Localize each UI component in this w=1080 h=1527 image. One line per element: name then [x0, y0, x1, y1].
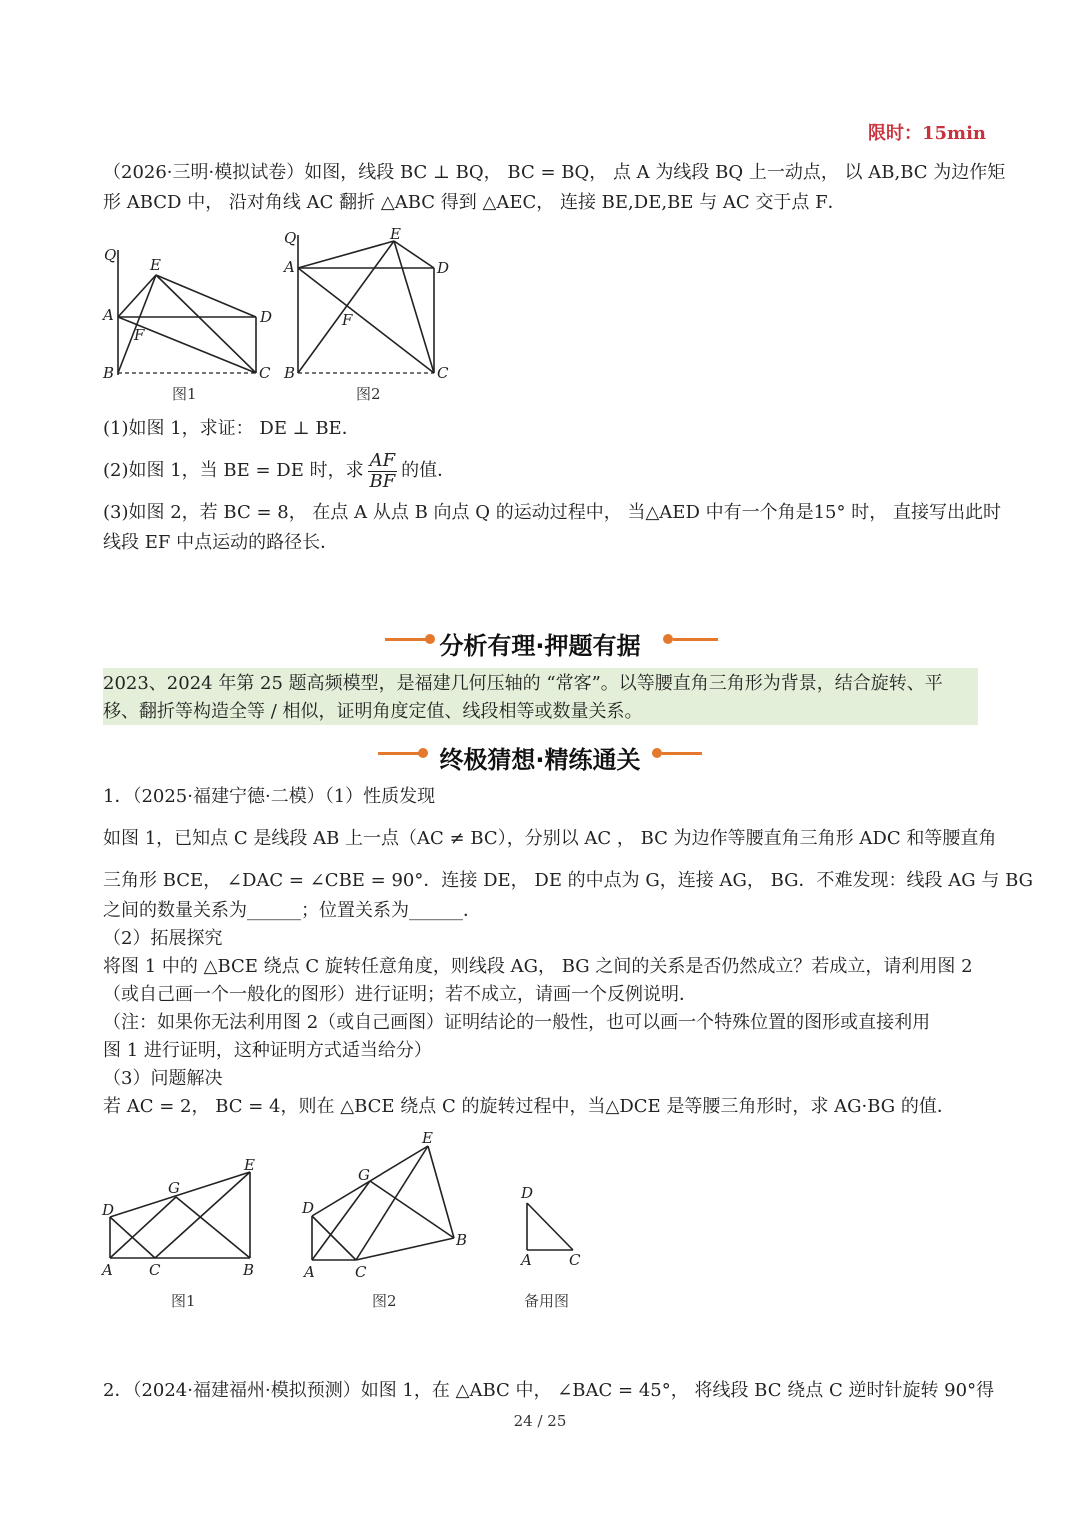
section-decoration-dot [652, 748, 662, 758]
svg-text:C: C [437, 364, 449, 382]
problem-1-figure-2 [298, 1128, 478, 1283]
fraction-denominator: BF [369, 470, 396, 492]
analysis-text-line-1: 2023、2024 年第 25 题高频模型，是福建几何压轴的 “常客”。以等腰直角三角形为背景，结合旋转、平 [103, 673, 943, 694]
problem-1-heading: 1．（2025·福建宁德·二模）（1）性质发现 [103, 786, 436, 807]
time-limit: 限时：15min [868, 123, 987, 144]
svg-text:D: D [521, 1185, 534, 1202]
question-2 [103, 447, 455, 495]
problem-1-figure-1-caption: 图1 [171, 1292, 196, 1310]
question-2-prefix: (2)如图 1，当 BE = DE 时，求 [103, 460, 364, 481]
figure-2-caption: 图2 [356, 385, 381, 403]
svg-text:B: B [284, 364, 296, 382]
svg-text:A: A [284, 258, 295, 276]
svg-text:E: E [422, 1129, 433, 1147]
problem-1-line-10: 若 AC = 2， BC = 4，则在 △BCE 绕点 C 的旋转过程中，当△DCE 是等腰三角形时，求 AG·BG 的值． [103, 1096, 955, 1117]
question-1: (1)如图 1，求证： DE ⊥ BE． [103, 418, 360, 439]
svg-text:E: E [244, 1156, 255, 1174]
problem-1-line-8: 图 1 进行证明，这种证明方式适当给分） [103, 1040, 432, 1061]
question-2-suffix: 的值． [401, 460, 456, 481]
problem-1-backup-figure [515, 1185, 585, 1270]
svg-text:A: A [102, 1261, 113, 1279]
svg-text:B: B [103, 364, 115, 382]
svg-text:D: D [260, 308, 273, 326]
figure-1-caption: 图1 [172, 385, 197, 403]
svg-text:Q: Q [104, 246, 117, 264]
problem-1-backup-figure-caption: 备用图 [524, 1292, 570, 1310]
svg-text:Q: Q [284, 229, 297, 247]
svg-text:F: F [342, 311, 353, 329]
figure-2-square-fold [282, 225, 457, 385]
section-decoration-right [662, 752, 702, 755]
problem-1-line-7: （注：如果你无法利用图 2（或自己画图）证明结论的一般性，也可以画一个特殊位置的图形或直接利用 [103, 1012, 931, 1033]
problem-1-line-4: （2）拓展探究 [103, 928, 223, 949]
problem-1-figure-1 [98, 1155, 268, 1280]
svg-text:A: A [103, 306, 114, 324]
section-decoration-dot [663, 634, 673, 644]
problem-1-line-9: （3）问题解决 [103, 1068, 223, 1089]
svg-text:E: E [150, 256, 161, 274]
svg-text:C: C [259, 364, 271, 382]
section-decoration-right [673, 638, 718, 641]
svg-text:C: C [569, 1251, 581, 1269]
problem-1-line-6: （或自己画一个一般化的图形）进行证明；若不成立，请画一个反例说明． [103, 984, 697, 1005]
svg-text:D: D [102, 1201, 115, 1219]
figure-1-rectangle-fold [98, 240, 278, 390]
svg-text:D: D [302, 1199, 315, 1217]
svg-text:D: D [437, 259, 450, 277]
svg-text:G: G [358, 1166, 370, 1184]
section-title-analysis: 分析有理·押题有据 [439, 632, 641, 660]
fraction-numerator: AF [369, 449, 396, 471]
svg-text:B: B [243, 1261, 255, 1279]
problem-text-line-1: （2026·三明·模拟试卷）如图，线段 BC ⊥ BQ， BC = BQ， 点 A 为线段 BQ 上一动点， 以 AB,BC 为边作矩 [103, 162, 1006, 183]
page-number: 24 / 25 [513, 1412, 567, 1430]
problem-2-line-1: 2．（2024·福建福州·模拟预测）如图 1，在 △ABC 中， ∠BAC = 45°， 将线段 BC 绕点 C 逆时针旋转 90°得 [103, 1380, 995, 1401]
problem-1-line-3: 之间的数量关系为______；位置关系为______． [103, 900, 481, 921]
svg-text:B: B [456, 1231, 468, 1249]
problem-text-line-2: 形 ABCD 中， 沿对角线 AC 翻折 △ABC 得到 △AEC， 连接 BE,DE,BE 与 AC 交于点 F． [103, 192, 846, 213]
svg-text:A: A [304, 1263, 315, 1281]
svg-text:C: C [355, 1263, 367, 1281]
question-3-line-2: 线段 EF 中点运动的路径长． [103, 532, 339, 553]
svg-text:C: C [149, 1261, 161, 1279]
problem-1-figure-2-caption: 图2 [372, 1292, 397, 1310]
analysis-text-line-2: 移、翻折等构造全等 / 相似，证明角度定值、线段相等或数量关系。 [103, 701, 643, 722]
svg-text:F: F [134, 326, 145, 344]
problem-1-line-5: 将图 1 中的 △BCE 绕点 C 旋转任意角度，则线段 AG， BG 之间的关系是否仍然成立？若成立，请利用图 2 [103, 956, 973, 977]
svg-text:A: A [521, 1251, 532, 1269]
section-title-practice: 终极猜想·精练通关 [439, 746, 641, 774]
problem-1-line-2: 三角形 BCE， ∠DAC = ∠CBE = 90°．连接 DE， DE 的中点为 G，连接 AG， BG．不难发现：线段 AG 与 BG [103, 870, 1034, 891]
svg-text:G: G [168, 1179, 180, 1197]
svg-text:E: E [390, 225, 401, 243]
problem-1-line-1: 如图 1，已知点 C 是线段 AB 上一点（AC ≠ BC），分别以 AC ， BC 为边作等腰直角三角形 ADC 和等腰直角 [103, 828, 997, 849]
question-3-line-1: (3)如图 2，若 BC = 8， 在点 A 从点 B 向点 Q 的运动过程中， 当△AED 中有一个角是15° 时， 直接写出此时 [103, 502, 1001, 523]
fraction-af-bf [368, 451, 398, 492]
